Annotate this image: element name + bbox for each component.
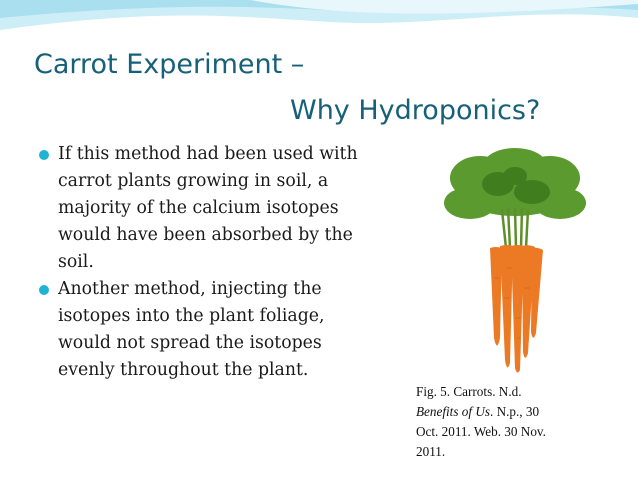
figure-caption	[416, 382, 626, 462]
title-line-2: Why Hydroponics?	[290, 95, 541, 126]
bullet-line: would have been absorbed by the	[58, 225, 353, 245]
bullet-line: carrot plants growing in soil, a	[58, 171, 329, 191]
bullet-item	[36, 276, 411, 384]
bullet-dot-icon	[39, 150, 49, 160]
caption-line: Oct. 2011. Web. 30 Nov.	[416, 424, 546, 439]
bullet-line: soil.	[58, 252, 94, 272]
bullet-line: would not spread the isotopes	[58, 333, 322, 353]
caption-source-rest: . N.p., 30	[490, 404, 540, 419]
title-line-1: Carrot Experiment –	[34, 49, 305, 80]
bullet-line: evenly throughout the plant.	[58, 360, 309, 380]
bullet-line: If this method had been used with	[58, 144, 358, 164]
caption-line: Fig. 5. Carrots. N.d.	[416, 384, 522, 399]
caption-line: 2011.	[416, 444, 446, 459]
bullet-line: Another method, injecting the	[58, 279, 322, 299]
bullet-list	[36, 141, 411, 384]
caption-line	[416, 402, 626, 422]
bullet-line: isotopes into the plant foliage,	[58, 306, 325, 326]
caption-source-title: Benefits of Us	[416, 404, 490, 419]
bullet-line: majority of the calcium isotopes	[58, 198, 339, 218]
bullet-item	[36, 141, 411, 276]
slide-title	[34, 42, 614, 134]
bullet-dot-icon	[39, 285, 49, 295]
carrot-bunch-photo	[420, 148, 610, 378]
